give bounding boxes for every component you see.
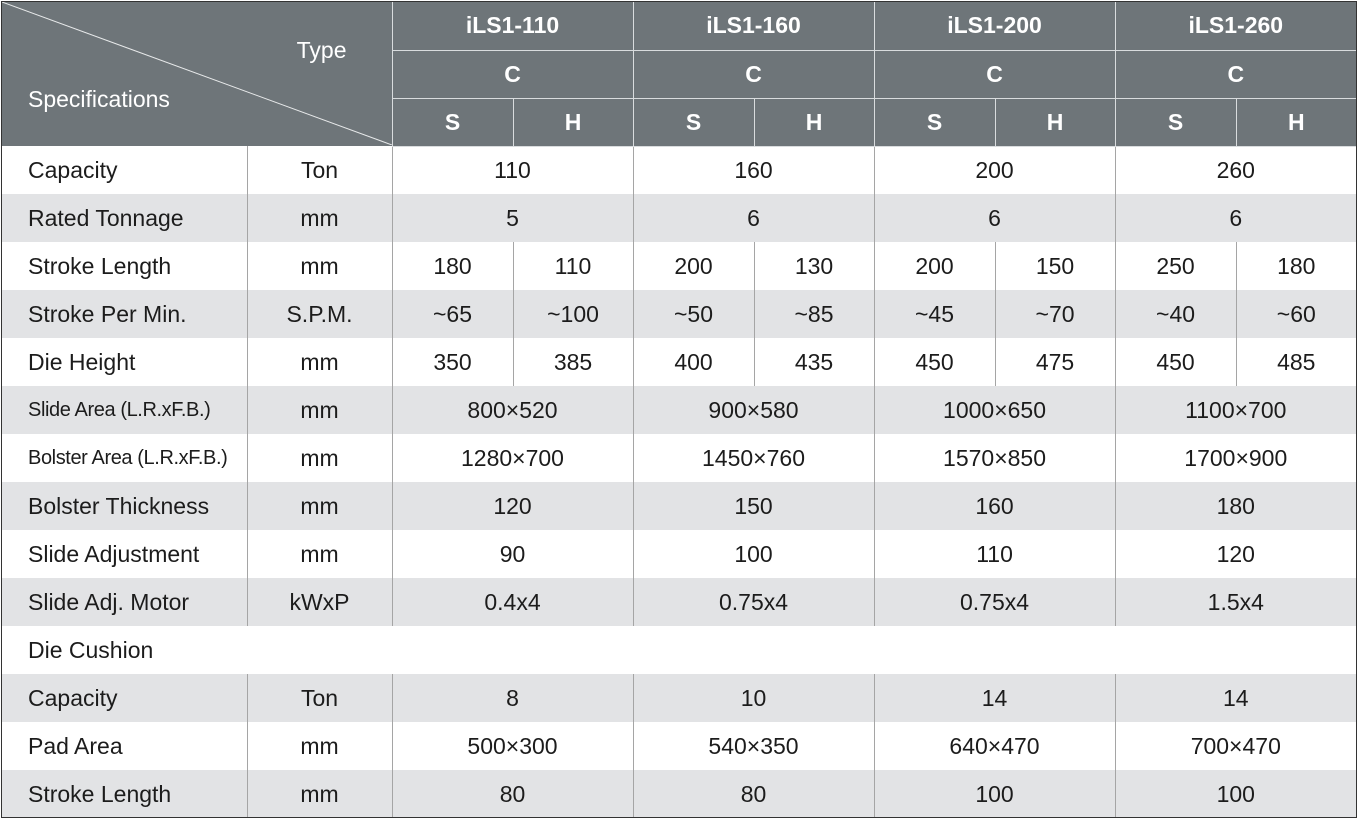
spec-value: ~65	[392, 290, 513, 338]
spec-name: Bolster Thickness	[2, 482, 247, 530]
model-header: iLS1-110	[392, 2, 633, 50]
spec-value: ~70	[995, 290, 1115, 338]
model-header: iLS1-160	[633, 2, 874, 50]
spec-value: 450	[1115, 338, 1236, 386]
spec-value: 6	[874, 194, 1115, 242]
spec-value: 110	[874, 530, 1115, 578]
spec-value: 0.75x4	[633, 578, 874, 626]
spec-unit: mm	[247, 434, 392, 482]
spec-value: 385	[513, 338, 633, 386]
spec-value: 1100×700	[1115, 386, 1356, 434]
spec-value: 14	[874, 674, 1115, 722]
spec-value: 250	[1115, 242, 1236, 290]
frame-header: C	[633, 50, 874, 98]
spec-value: 1.5x4	[1115, 578, 1356, 626]
spec-value: 200	[874, 146, 1115, 194]
corner-header	[2, 2, 392, 146]
variant-header: S	[874, 98, 995, 146]
spec-value: 200	[874, 242, 995, 290]
spec-value: 80	[633, 770, 874, 818]
spec-value: 150	[633, 482, 874, 530]
specifications-label: Specifications	[28, 86, 170, 112]
spec-value: 700×470	[1190, 732, 1281, 759]
spec-value: 1450×760	[633, 434, 874, 482]
spec-value: 90	[392, 530, 633, 578]
spec-value: 14	[1115, 674, 1356, 722]
spec-value: 1280×700	[392, 434, 633, 482]
spec-unit: mm	[247, 194, 392, 242]
spec-unit: Ton	[247, 674, 392, 722]
spec-value: 640×470	[874, 722, 1115, 770]
variant-header: S	[1115, 98, 1236, 146]
spec-unit: mm	[247, 530, 392, 578]
spec-unit: mm	[247, 722, 392, 770]
spec-name: Capacity	[2, 674, 247, 722]
spec-name: Capacity	[2, 146, 247, 194]
spec-value: 100	[1115, 770, 1356, 818]
table-row	[2, 338, 1356, 386]
spec-unit: mm	[247, 338, 392, 386]
spec-value: 150	[995, 242, 1115, 290]
model-header: iLS1-200	[874, 2, 1115, 50]
spec-unit: mm	[247, 386, 392, 434]
table-row	[2, 194, 1356, 242]
model-header: iLS1-260	[1115, 2, 1356, 50]
spec-unit: S.P.M.	[247, 290, 392, 338]
table-row	[2, 578, 1356, 626]
spec-name: Bolster Area (L.R.xF.B.)	[2, 434, 247, 482]
spec-value: 80	[392, 770, 633, 818]
spec-value: 110	[513, 242, 633, 290]
spec-value: 260	[1216, 156, 1255, 183]
spec-value: 1000×650	[874, 386, 1115, 434]
spec-value: 6	[633, 194, 874, 242]
spec-value: 800×520	[392, 386, 633, 434]
variant-header: H	[995, 98, 1115, 146]
spec-value: 500×300	[392, 722, 633, 770]
spec-unit: kWxP	[247, 578, 392, 626]
spec-value: ~45	[874, 290, 995, 338]
spec-value: 180	[1115, 482, 1356, 530]
spec-value: 6	[1115, 194, 1356, 242]
spec-value: 120	[1216, 540, 1255, 567]
variant-header: H	[513, 98, 633, 146]
spec-value: 110	[392, 146, 633, 194]
section-row	[2, 626, 1356, 674]
spec-value: 485	[1277, 348, 1316, 375]
variant-header: S	[392, 98, 513, 146]
spec-value: 120	[392, 482, 633, 530]
spec-value: 450	[874, 338, 995, 386]
type-label: Type	[296, 37, 347, 63]
spec-value: 0.75x4	[874, 578, 1115, 626]
frame-header: C	[392, 50, 633, 98]
table-row	[2, 674, 1356, 722]
table-row	[2, 722, 1356, 770]
spec-value: ~60	[1236, 290, 1356, 338]
spec-name: Die Height	[2, 338, 247, 386]
spec-value: 475	[995, 338, 1115, 386]
spec-unit: mm	[247, 242, 392, 290]
table-row	[2, 386, 1356, 434]
table-row	[2, 770, 1356, 818]
spec-value: 180	[392, 242, 513, 290]
spec-value: 160	[633, 146, 874, 194]
spec-name: Slide Adjustment	[2, 530, 247, 578]
spec-name: Slide Area (L.R.xF.B.)	[2, 386, 247, 434]
spec-name: Stroke Length	[2, 770, 247, 818]
spec-value: 180	[1277, 252, 1316, 279]
spec-value: ~85	[754, 290, 874, 338]
spec-value: 900×580	[633, 386, 874, 434]
table-row	[2, 146, 1356, 194]
spec-unit: mm	[247, 482, 392, 530]
variant-header: H	[1236, 98, 1356, 146]
spec-value: ~50	[633, 290, 754, 338]
spec-value: 435	[754, 338, 874, 386]
frame-header: C	[874, 50, 1115, 98]
frame-header: C	[1115, 50, 1356, 98]
spec-value: 1570×850	[874, 434, 1115, 482]
spec-value: ~100	[513, 290, 633, 338]
spec-value: 5	[392, 194, 633, 242]
table-row	[2, 290, 1356, 338]
section-title: Die Cushion	[2, 626, 1356, 674]
spec-value: 160	[874, 482, 1115, 530]
spec-name: Stroke Length	[2, 242, 247, 290]
spec-name: Rated Tonnage	[2, 194, 247, 242]
spec-name: Pad Area	[2, 722, 247, 770]
spec-name: Stroke Per Min.	[2, 290, 247, 338]
variant-header: H	[754, 98, 874, 146]
spec-value: 350	[392, 338, 513, 386]
table-row	[2, 242, 1356, 290]
spec-value: 1700×900	[1184, 444, 1288, 471]
spec-name: Slide Adj. Motor	[2, 578, 247, 626]
spec-unit: mm	[247, 770, 392, 818]
spec-value: 100	[633, 530, 874, 578]
spec-value: 8	[392, 674, 633, 722]
spec-value: 540×350	[633, 722, 874, 770]
spec-value: 0.4x4	[392, 578, 633, 626]
spec-value: 200	[633, 242, 754, 290]
spec-table	[2, 2, 1356, 818]
table-row	[2, 530, 1356, 578]
spec-value: ~40	[1115, 290, 1236, 338]
diagonal-divider	[2, 2, 392, 145]
spec-value: 100	[874, 770, 1115, 818]
table-row	[2, 482, 1356, 530]
spec-value: 10	[633, 674, 874, 722]
spec-value: 130	[754, 242, 874, 290]
table-row	[2, 434, 1356, 482]
spec-unit: Ton	[247, 146, 392, 194]
spec-table-container	[1, 1, 1357, 818]
spec-value: 400	[633, 338, 754, 386]
variant-header: S	[633, 98, 754, 146]
